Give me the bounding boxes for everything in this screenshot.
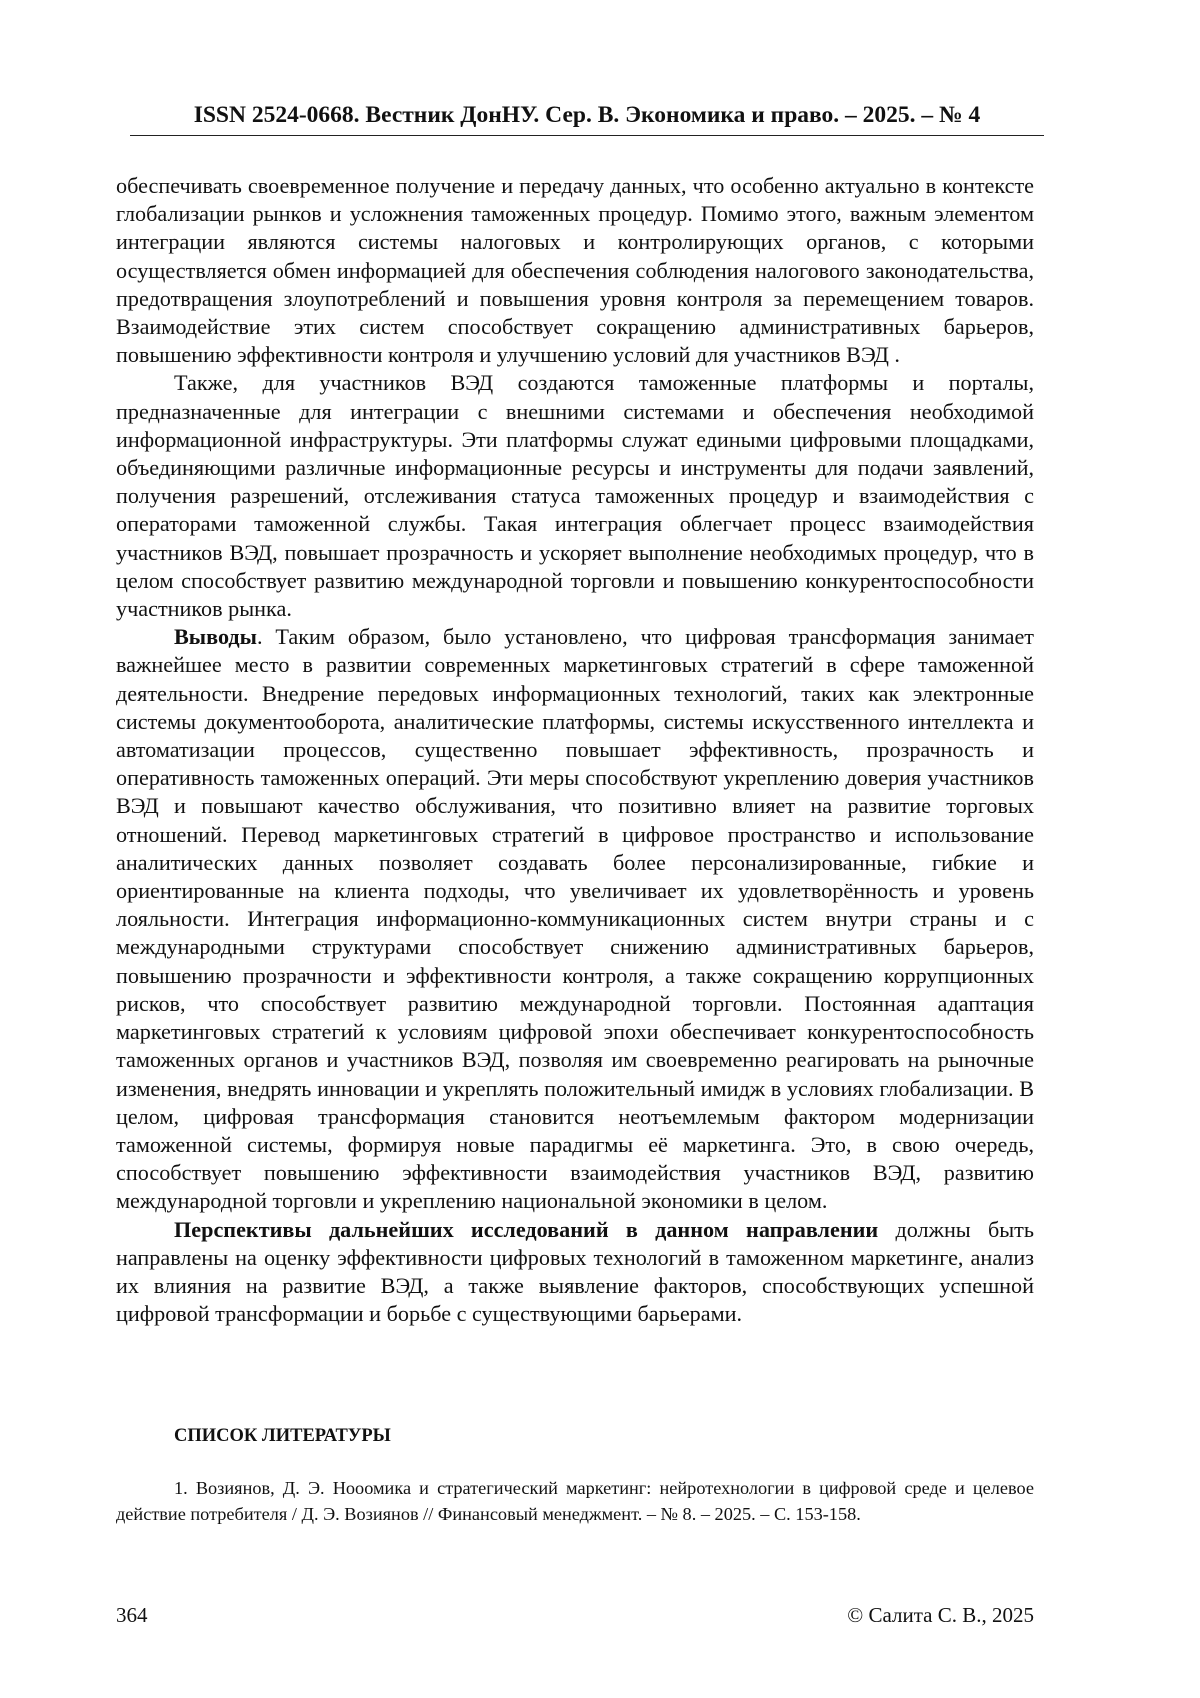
body-paragraph-2: Также, для участников ВЭД создаются таможенные платформы и порталы, предназначенные для интеграции с внешними системами и обеспечения необходимой информационной инфраструктуры. Эти платформы служат едиными цифровыми площадками, объединяющими различные информационные ресурсы и инструменты для подачи заявлений, получения разрешений, отслеживания статуса таможенных процедур и взаимодействия с операторами таможенной службы. Такая интеграция облегчает процесс взаимодействия участников ВЭД, повышает прозрачность и ускоряет выполнение необходимых процедур, что в целом способствует развитию международной торговли и повышению конкурентоспособности участников рынка. [116,370,1034,622]
prospects-label: Перспективы дальнейших исследований в данном направлении [174,1216,879,1242]
copyright: © Салита С. В., 2025 [847,1603,1034,1627]
page-footer [116,1600,1034,1630]
article-body [116,172,1034,1328]
body-paragraph-1: обеспечивать своевременное получение и передачу данных, что особенно актуально в контексте глобализации рынков и усложнения таможенных процедур. Помимо этого, важным элементом интеграции являются системы налоговых и контролирующих органов, с которыми осуществляется обмен информацией для обеспечения соблюдения налогового законодательства, предотвращения злоупотреблений и повышения уровня контроля за перемещением товаров. Взаимодействие этих систем способствует сокращению административных барьеров, повышению эффективности контроля и улучшению условий для участников ВЭД . [116,173,1034,368]
references-list [116,1475,1034,1527]
prospects-paragraph [116,1216,1034,1329]
journal-header: ISSN 2524-0668. Вестник ДонНУ. Сер. В. Экономика и право. – 2025. – № 4 [130,100,1044,136]
reference-item: 1. Возиянов, Д. Э. Нооомика и стратегический маркетинг: нейротехнологии в цифровой среде и целевое действие потребителя / Д. Э. Возиянов // Финансовый менеджмент. – № 8. – 2025. – С. 153-158. [116,1478,1034,1524]
conclusions-label: Выводы [174,624,257,650]
conclusions-paragraph [116,623,1034,1215]
references-title: СПИСОК ЛИТЕРАТУРЫ [174,1426,391,1446]
conclusions-text: . Таким образом, было установлено, что цифровая трансформация занимает важнейшее место в развитии современных маркетинговых стратегий в сфере таможенной деятельности. Внедрение передовых информационных технологий, таких как электронные системы документооборота, аналитические платформы, системы искусственного интеллекта и автоматизации процессов, существенно повышает эффективность, прозрачность и оперативность таможенных операций. Эти меры способствуют укреплению доверия участников ВЭД и повышают качество обслуживания, что позитивно влияет на развитие торговых отношений. Перевод маркетинговых стратегий в цифровое пространство и использование аналитических данных позволяет создавать более персонализированные, гибкие и ориентированные на клиента подходы, что увеличивает их удовлетворённость и уровень лояльности. Интеграция информационно-коммуникационных систем внутри страны и с международными структурами способствует снижению административных барьеров, повышению прозрачности и эффективности контроля, а также сокращению коррупционных рисков, что способствует развитию международной торговли. Постоянная адаптация маркетинговых стратегий к условиям цифровой эпохи обеспечивает конкурентоспособность таможенных органов и участников ВЭД, позволяя им своевременно реагировать на рыночные изменения, внедрять инновации и укреплять положительный имидж в условиях глобализации. В целом, цифровая трансформация становится неотъемлемым фактором модернизации таможенной системы, формируя новые парадигмы её маркетинга. Это, в свою очередь, способствует повышению эффективности взаимодействия участников ВЭД, развитию международной торговли и укреплению национальной экономики в целом. [116,624,1034,1214]
prospects-text: должны быть направлены на оценку эффективности цифровых технологий в таможенном маркетинге, анализ их влияния на развитие ВЭД, а также выявление факторов, способствующих успешной цифровой трансформации и борьбе с существующими барьерами. [116,1216,1034,1327]
page-number: 364 [116,1603,148,1627]
